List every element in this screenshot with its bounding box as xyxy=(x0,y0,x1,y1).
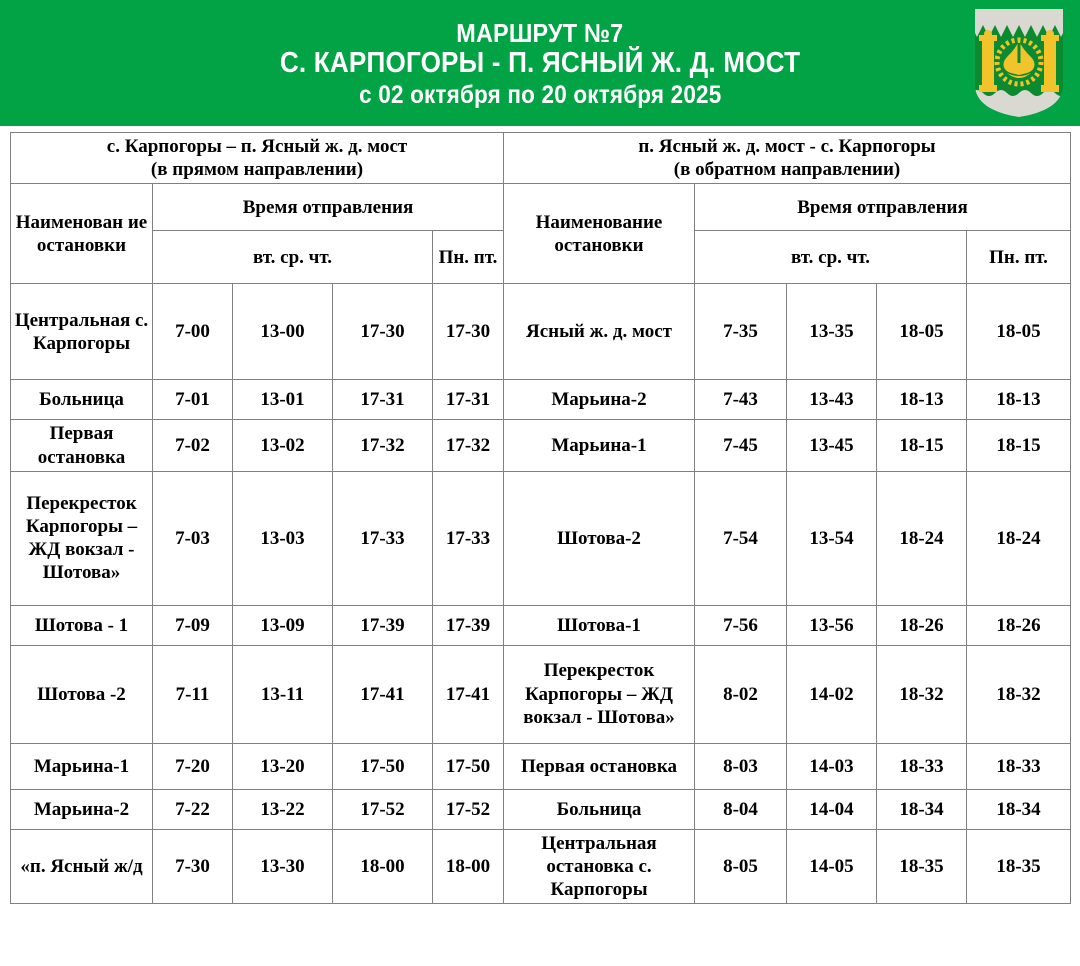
stop-name-cell: Марьина-2 xyxy=(504,380,695,420)
time-cell: 13-45 xyxy=(787,420,877,471)
time-cell: 18-24 xyxy=(967,471,1071,605)
page-header-banner xyxy=(0,0,1080,126)
time-cell: 7-54 xyxy=(695,471,787,605)
time-cell: 7-35 xyxy=(695,284,787,380)
time-cell: 17-41 xyxy=(333,645,433,743)
forward-direction-title xyxy=(11,133,504,184)
time-cell: 18-35 xyxy=(877,829,967,904)
stop-name-cell: Больница xyxy=(11,380,153,420)
reverse-direction-title-line2: (в обратном направлении) xyxy=(673,159,901,181)
time-cell: 7-45 xyxy=(695,420,787,471)
time-cell: 13-02 xyxy=(233,420,333,471)
table-row xyxy=(11,380,1071,420)
time-cell: 18-26 xyxy=(877,605,967,645)
time-cell: 13-22 xyxy=(233,789,333,829)
table-row xyxy=(11,605,1071,645)
table-row xyxy=(11,420,1071,471)
stop-name-cell: Центральная остановка с. Карпогоры xyxy=(504,829,695,904)
table-row xyxy=(11,829,1071,904)
schedule-table-container xyxy=(10,132,1070,904)
time-cell: 13-03 xyxy=(233,471,333,605)
table-row xyxy=(11,743,1071,789)
stop-name-cell: Шотова - 1 xyxy=(11,605,153,645)
stop-name-cell: Первая остановка xyxy=(504,743,695,789)
reverse-direction-title xyxy=(504,133,1071,184)
time-cell: 17-39 xyxy=(433,605,504,645)
forward-stop-name-header: Наименован ие остановки xyxy=(11,184,153,284)
time-cell: 17-31 xyxy=(433,380,504,420)
bus-schedule-table xyxy=(10,132,1071,904)
time-cell: 8-02 xyxy=(695,645,787,743)
time-cell: 17-30 xyxy=(433,284,504,380)
time-cell: 8-03 xyxy=(695,743,787,789)
time-cell: 13-09 xyxy=(233,605,333,645)
time-cell: 17-52 xyxy=(333,789,433,829)
time-cell: 18-00 xyxy=(333,829,433,904)
time-cell: 13-11 xyxy=(233,645,333,743)
reverse-direction-title-line1: п. Ясный ж. д. мост - с. Карпогоры xyxy=(638,136,936,157)
time-cell: 13-01 xyxy=(233,380,333,420)
time-cell: 18-32 xyxy=(877,645,967,743)
route-number-label: МАРШРУТ №7 xyxy=(456,17,624,48)
time-cell: 17-33 xyxy=(333,471,433,605)
forward-days-group-2: Пн. пт. xyxy=(433,231,504,284)
table-row xyxy=(11,789,1071,829)
stop-name-cell: Центральная с. Карпогоры xyxy=(11,284,153,380)
reverse-departure-time-header: Время отправления xyxy=(695,184,1071,231)
time-cell: 17-30 xyxy=(333,284,433,380)
time-cell: 17-41 xyxy=(433,645,504,743)
time-cell: 18-32 xyxy=(967,645,1071,743)
time-cell: 8-04 xyxy=(695,789,787,829)
time-cell: 7-09 xyxy=(153,605,233,645)
time-cell: 13-35 xyxy=(787,284,877,380)
time-cell: 18-35 xyxy=(967,829,1071,904)
time-cell: 8-05 xyxy=(695,829,787,904)
time-cell: 13-00 xyxy=(233,284,333,380)
forward-direction-title-line1: с. Карпогоры – п. Ясный ж. д. мост xyxy=(106,136,408,157)
time-cell: 18-34 xyxy=(967,789,1071,829)
time-cell: 7-03 xyxy=(153,471,233,605)
stop-name-cell: Перекресток Карпогоры – ЖД вокзал - Шотова» xyxy=(11,471,153,605)
time-cell: 7-20 xyxy=(153,743,233,789)
table-row xyxy=(11,471,1071,605)
forward-direction-title-line2: (в прямом направлении) xyxy=(150,159,364,181)
time-cell: 18-05 xyxy=(877,284,967,380)
time-cell: 17-52 xyxy=(433,789,504,829)
stop-name-cell: Шотова -2 xyxy=(11,645,153,743)
time-cell: 18-00 xyxy=(433,829,504,904)
time-cell: 17-50 xyxy=(333,743,433,789)
time-cell: 7-02 xyxy=(153,420,233,471)
time-cell: 18-34 xyxy=(877,789,967,829)
time-cell: 17-32 xyxy=(333,420,433,471)
time-cell: 7-11 xyxy=(153,645,233,743)
time-cell: 14-03 xyxy=(787,743,877,789)
time-cell: 13-54 xyxy=(787,471,877,605)
time-cell: 18-15 xyxy=(967,420,1071,471)
time-cell: 14-02 xyxy=(787,645,877,743)
time-cell: 13-43 xyxy=(787,380,877,420)
time-cell: 13-30 xyxy=(233,829,333,904)
banner-title-block xyxy=(0,0,1080,126)
table-row xyxy=(11,284,1071,380)
forward-departure-time-header: Время отправления xyxy=(153,184,504,231)
time-cell: 14-05 xyxy=(787,829,877,904)
time-cell: 17-33 xyxy=(433,471,504,605)
time-cell: 18-33 xyxy=(967,743,1071,789)
time-cell: 18-05 xyxy=(967,284,1071,380)
time-cell: 18-13 xyxy=(967,380,1071,420)
table-row xyxy=(11,645,1071,743)
time-cell: 7-00 xyxy=(153,284,233,380)
reverse-stop-name-header: Наименование остановки xyxy=(504,184,695,284)
time-cell: 7-22 xyxy=(153,789,233,829)
stop-name-cell: Ясный ж. д. мост xyxy=(504,284,695,380)
stop-name-cell: Шотова-2 xyxy=(504,471,695,605)
reverse-days-group-2: Пн. пт. xyxy=(967,231,1071,284)
time-cell: 18-13 xyxy=(877,380,967,420)
stop-name-cell: Марьина-1 xyxy=(11,743,153,789)
validity-period-label: с 02 октября по 20 октября 2025 xyxy=(358,81,722,110)
stop-name-cell: Шотова-1 xyxy=(504,605,695,645)
time-cell: 17-50 xyxy=(433,743,504,789)
table-header-row-1 xyxy=(11,184,1071,231)
time-cell: 18-33 xyxy=(877,743,967,789)
time-cell: 7-30 xyxy=(153,829,233,904)
stop-name-cell: Перекрестoк Карпогоры – ЖД вокзал - Шотова» xyxy=(504,645,695,743)
direction-title-row xyxy=(11,133,1071,184)
time-cell: 18-15 xyxy=(877,420,967,471)
time-cell: 7-43 xyxy=(695,380,787,420)
coat-of-arms-icon xyxy=(971,7,1067,119)
forward-days-group-1: вт. ср. чт. xyxy=(153,231,433,284)
stop-name-cell: Первая остановка xyxy=(11,420,153,471)
time-cell: 13-56 xyxy=(787,605,877,645)
time-cell: 18-26 xyxy=(967,605,1071,645)
stop-name-cell: Марьина-1 xyxy=(504,420,695,471)
time-cell: 17-39 xyxy=(333,605,433,645)
time-cell: 18-24 xyxy=(877,471,967,605)
stop-name-cell: Больница xyxy=(504,789,695,829)
reverse-days-group-1: вт. ср. чт. xyxy=(695,231,967,284)
time-cell: 7-01 xyxy=(153,380,233,420)
stop-name-cell: Марьина-2 xyxy=(11,789,153,829)
time-cell: 7-56 xyxy=(695,605,787,645)
stop-name-cell: «п. Ясный ж/д xyxy=(11,829,153,904)
route-name-label: С. КАРПОГОРЫ - П. ЯСНЫЙ Ж. Д. МОСТ xyxy=(279,46,801,79)
time-cell: 17-31 xyxy=(333,380,433,420)
time-cell: 17-32 xyxy=(433,420,504,471)
time-cell: 14-04 xyxy=(787,789,877,829)
time-cell: 13-20 xyxy=(233,743,333,789)
